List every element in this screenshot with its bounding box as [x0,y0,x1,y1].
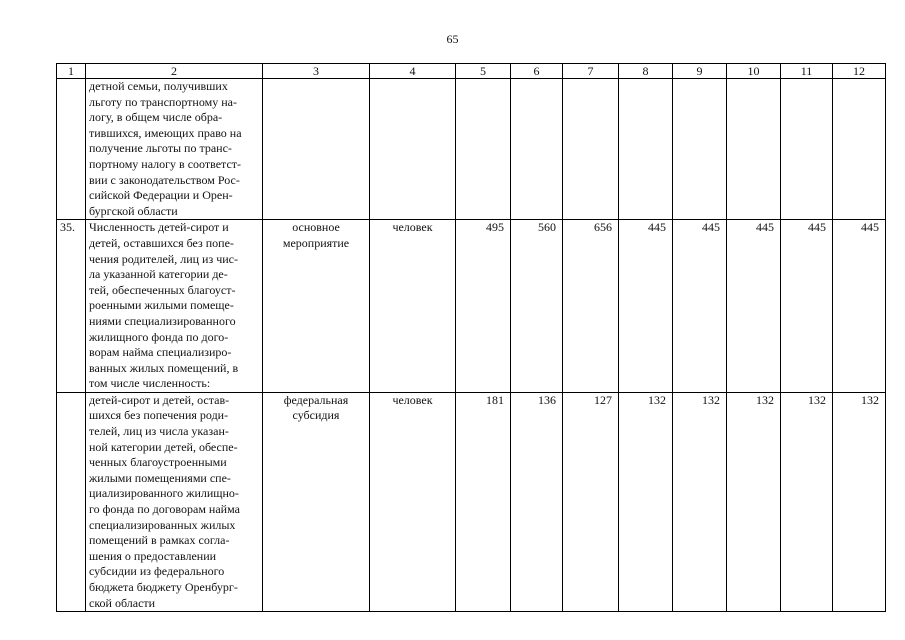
value-cell: 132 [833,392,886,611]
value-cell: 445 [673,220,727,393]
description-cell: Численность детей-сирот и детей, оставшихся без попе- чения родителей, лиц из чис- ла указанной категории де- тей, обеспеченных благоуст- роенными жилыми помеще- ниями специализированного жилищного фонда по дого- ворам найма специализиро- ванных жилых помещений, в том числе численность: [86,220,263,393]
value-cell: 495 [456,220,511,393]
header-cell: 11 [781,64,833,79]
header-cell: 3 [263,64,370,79]
header-cell: 8 [619,64,673,79]
header-cell: 12 [833,64,886,79]
value-cell: 181 [456,392,511,611]
unit-cell [370,79,456,220]
value-cell [727,79,781,220]
value-cell [456,79,511,220]
header-cell: 1 [57,64,86,79]
type-cell: основное мероприятие [263,220,370,393]
value-cell: 656 [563,220,619,393]
row-number-cell: 35. [57,220,86,393]
header-cell: 9 [673,64,727,79]
header-cell: 4 [370,64,456,79]
value-cell [781,79,833,220]
table-row [57,392,886,611]
header-cell: 10 [727,64,781,79]
value-cell: 445 [727,220,781,393]
value-cell [619,79,673,220]
header-cell: 5 [456,64,511,79]
row-number-cell [57,392,86,611]
value-cell: 136 [511,392,563,611]
type-cell: федеральная субсидия [263,392,370,611]
description-cell: детей-сирот и детей, остав- шихся без попечения роди- телей, лиц из числа указан- ной категории детей, обеспе- ченных благоустроенными жилыми помещениями спе- циализированного жилищно- го фонда по договорам найма специализированных жилых помещений в рамках согла- шения о предоставлении субсидии из федерального бюджета бюджету Оренбург- ской области [86,392,263,611]
value-cell [833,79,886,220]
header-cell: 2 [86,64,263,79]
value-cell: 445 [781,220,833,393]
value-cell: 445 [833,220,886,393]
value-cell: 127 [563,392,619,611]
header-cell: 7 [563,64,619,79]
value-cell [563,79,619,220]
value-cell: 132 [781,392,833,611]
unit-cell: человек [370,220,456,393]
value-cell: 132 [619,392,673,611]
value-cell [673,79,727,220]
value-cell: 132 [673,392,727,611]
value-cell: 445 [619,220,673,393]
indicators-table [56,63,886,612]
table-row [57,220,886,393]
row-number-cell [57,79,86,220]
page-number: 65 [446,32,459,46]
header-cell: 6 [511,64,563,79]
value-cell [511,79,563,220]
type-cell [263,79,370,220]
table-header-row [57,64,886,79]
unit-cell: человек [370,392,456,611]
table-row [57,79,886,220]
value-cell: 132 [727,392,781,611]
description-cell: детной семьи, получивших льготу по транспортному на- логу, в общем числе обра- тившихся, имеющих право на получение льготы по транс- портному налогу в соответст- вии с законодательством Рос- сийской Федерации и Орен- бургской области [86,79,263,220]
value-cell: 560 [511,220,563,393]
